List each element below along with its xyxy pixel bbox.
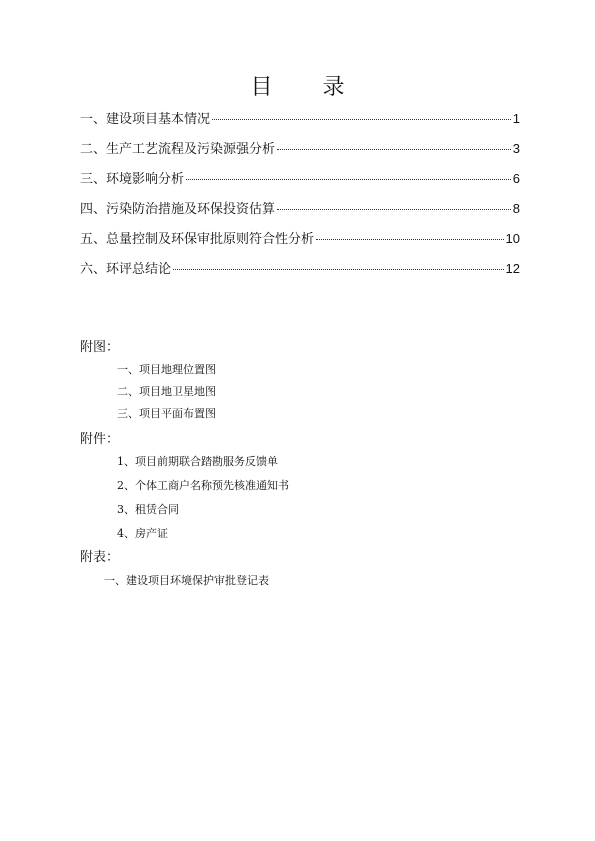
attachment-item: 4、房产证: [117, 527, 168, 540]
figure-item: 三、项目平面布置图: [117, 407, 216, 420]
toc-leader-dots: [173, 268, 504, 270]
toc-entry-label: 二、生产工艺流程及污染源强分析: [80, 142, 276, 157]
toc-entry-label: 四、污染防治措施及环保投资估算: [80, 202, 276, 217]
table-of-contents: [80, 108, 520, 288]
toc-entry-label: 三、环境影响分析: [80, 172, 185, 187]
toc-leader-dots: [277, 208, 511, 210]
attachments-heading: 附件：: [80, 432, 120, 447]
toc-entry-page: 12: [505, 261, 520, 276]
toc-entry[interactable]: [80, 108, 520, 138]
figure-item: 一、项目地理位置图: [117, 363, 216, 376]
toc-entry[interactable]: [80, 258, 520, 288]
attachment-item: 2、个体工商户名称预先核准通知书: [117, 479, 289, 492]
toc-entry-page: 8: [512, 201, 520, 216]
attachment-item: 3、租赁合同: [117, 503, 179, 516]
toc-entry[interactable]: [80, 138, 520, 168]
tables-heading: 附表：: [80, 550, 120, 565]
toc-leader-dots: [277, 148, 511, 150]
toc-entry-label: 五、总量控制及环保审批原则符合性分析: [80, 232, 315, 247]
toc-entry-page: 10: [505, 231, 520, 246]
table-item: 一、建设项目环境保护审批登记表: [104, 574, 269, 587]
toc-entry-page: 6: [512, 171, 520, 186]
toc-entry-page: 1: [512, 111, 520, 126]
attachment-item: 1、项目前期联合踏勘服务反馈单: [117, 455, 278, 468]
toc-entry[interactable]: [80, 198, 520, 228]
page-title: 目 录: [250, 75, 359, 100]
toc-entry-label: 六、环评总结论: [80, 262, 172, 277]
figures-heading: 附图：: [80, 340, 120, 355]
toc-entry-page: 3: [512, 141, 520, 156]
toc-leader-dots: [316, 238, 504, 240]
toc-leader-dots: [212, 118, 511, 120]
toc-entry-label: 一、建设项目基本情况: [80, 112, 211, 127]
figure-item: 二、项目地卫星地图: [117, 385, 216, 398]
toc-entry[interactable]: [80, 168, 520, 198]
toc-entry[interactable]: [80, 228, 520, 258]
toc-leader-dots: [186, 178, 511, 180]
